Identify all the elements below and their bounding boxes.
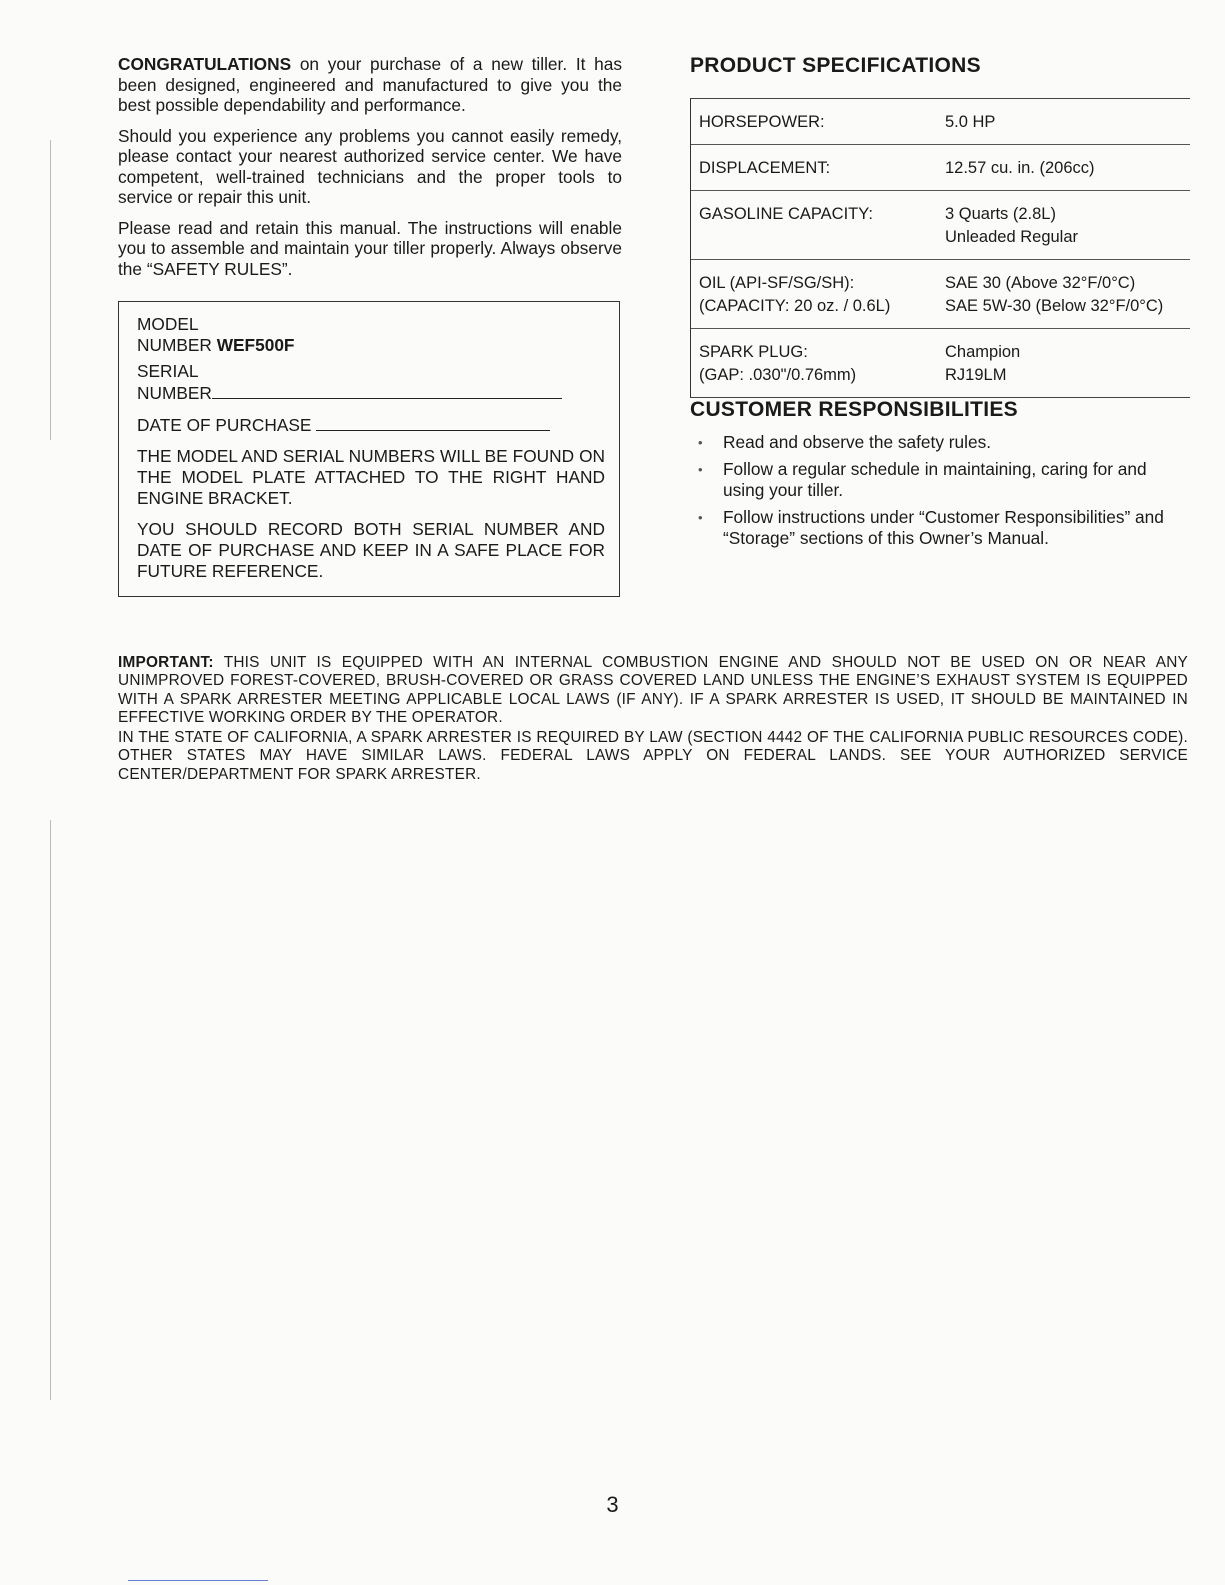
serial-label-line-1: SERIAL <box>137 361 199 381</box>
intro-paragraph-2: Should you experience any problems you cannot easily remedy, please contact your nearest authorized service center. We have competent, well-trained technicians and the proper tools to service or repair this unit. <box>118 125 622 207</box>
model-number-line <box>137 335 605 356</box>
spec-row <box>691 260 1190 329</box>
spec-value-line-2: Unleaded Regular <box>945 228 1079 246</box>
spec-row <box>691 329 1190 397</box>
list-item: • Read and observe the safety rules. <box>690 432 1190 453</box>
spec-row <box>691 191 1190 260</box>
model-record-box <box>118 301 620 597</box>
spec-label: DISPLACEMENT: <box>699 159 831 177</box>
scan-edge-mark <box>50 820 51 1400</box>
intro-paragraph-1 <box>118 54 622 116</box>
record-reminder-note: YOU SHOULD RECORD BOTH SERIAL NUMBER AND DATE OF PURCHASE AND KEEP IN A SAFE PLACE FOR FUTURE REFERENCE. <box>137 519 605 581</box>
congratulations-lead: CONGRATULATIONS <box>118 54 292 74</box>
model-label-line-1: MODEL <box>137 314 199 334</box>
page-number: 3 <box>606 1492 619 1517</box>
important-lead: IMPORTANT: <box>118 654 214 671</box>
spec-value-line-2: SAE 5W-30 (Below 32°F/0°C) <box>945 297 1164 315</box>
spec-value <box>945 203 1190 249</box>
date-label: DATE OF PURCHASE <box>137 415 312 435</box>
spec-label-line-1: SPARK PLUG: <box>699 343 808 361</box>
intro-p1-text: on your purchase of a new tiller. It has been designed, engineered and manufactured to give you the best possible dependability and performance. <box>118 54 622 115</box>
spec-value-line-1: 3 Quarts (2.8L) <box>945 205 1056 223</box>
spec-value-line-2: RJ19LM <box>945 366 1007 384</box>
spec-row <box>691 145 1190 191</box>
serial-number-blank[interactable] <box>212 382 562 399</box>
important-paragraph-2: IN THE STATE OF CALIFORNIA, A SPARK ARRESTER IS REQUIRED BY LAW (SECTION 4442 OF THE CALIFORNIA PUBLIC RESOURCES CODE). OTHER STATES MAY HAVE SIMILAR LAWS. FEDERAL LAWS APPLY ON FEDERAL LANDS. SEE YOUR AUTHORIZED SERVICE CENTER/DEPARTMENT FOR SPARK ARRESTER. <box>118 729 1188 783</box>
date-of-purchase-line <box>137 414 605 436</box>
spec-value-line-1: Champion <box>945 343 1021 361</box>
right-column <box>690 54 1190 555</box>
important-p1-text: THIS UNIT IS EQUIPPED WITH AN INTERNAL COMBUSTION ENGINE AND SHOULD NOT BE USED ON OR NEAR ANY UNIMPROVED FOREST-COVERED, BRUSH-COVERED OR GRASS COVERED LAND UNLESS THE ENGINE’S EXHAUST SYSTEM IS EQUIPPED WITH A SPARK ARRESTER MEETING APPLICABLE LOCAL LAWS (IF ANY). IF A SPARK ARRESTER IS USED, IT SHOULD BE MAINTAINED IN EFFECTIVE WORKING ORDER BY THE OPERATOR. <box>118 654 1188 726</box>
date-of-purchase-blank[interactable] <box>316 414 550 431</box>
spec-row <box>691 99 1190 145</box>
intro-section <box>118 54 622 289</box>
spec-label-line-2: (CAPACITY: 20 oz. / 0.6L) <box>699 297 891 315</box>
plate-location-note: THE MODEL AND SERIAL NUMBERS WILL BE FOUND ON THE MODEL PLATE ATTACHED TO THE RIGHT HAND ENGINE BRACKET. <box>137 446 605 508</box>
spec-value <box>945 272 1190 318</box>
scan-edge-mark <box>50 140 51 440</box>
important-paragraph-1 <box>118 654 1188 727</box>
important-notice <box>118 654 1188 786</box>
list-item: • Follow instructions under “Customer Responsibilities” and “Storage” sections of this Owner’s Manual. <box>690 507 1190 549</box>
customer-responsibilities-title: CUSTOMER RESPONSIBILITIES <box>690 398 1018 421</box>
spec-value <box>945 341 1190 387</box>
spec-label-line-2: (GAP: .030"/0.76mm) <box>699 366 857 384</box>
spec-label <box>699 272 945 318</box>
list-item: • Follow a regular schedule in maintaining, caring for and using your tiller. <box>690 459 1190 501</box>
model-label-line-2: NUMBER <box>137 335 212 355</box>
spec-label: GASOLINE CAPACITY: <box>699 205 873 223</box>
spec-value: 5.0 HP <box>945 113 996 131</box>
serial-label-line-2: NUMBER <box>137 383 212 403</box>
spec-value: 12.57 cu. in. (206cc) <box>945 159 1095 177</box>
spec-label-line-1: OIL (API-SF/SG/SH): <box>699 274 855 292</box>
spec-value-line-1: SAE 30 (Above 32°F/0°C) <box>945 274 1136 292</box>
specifications-table <box>690 98 1190 398</box>
responsibilities-list <box>690 432 1190 549</box>
spec-label: HORSEPOWER: <box>699 113 825 131</box>
serial-number-line <box>137 382 605 404</box>
scan-bottom-mark <box>128 1580 268 1581</box>
spec-label <box>699 341 945 387</box>
intro-paragraph-3: Please read and retain this manual. The instructions will enable you to assemble and maintain your tiller properly. Always observe the “SAFETY RULES”. <box>118 217 622 279</box>
product-specifications-title: PRODUCT SPECIFICATIONS <box>690 54 981 77</box>
model-number: WEF500F <box>216 335 295 355</box>
